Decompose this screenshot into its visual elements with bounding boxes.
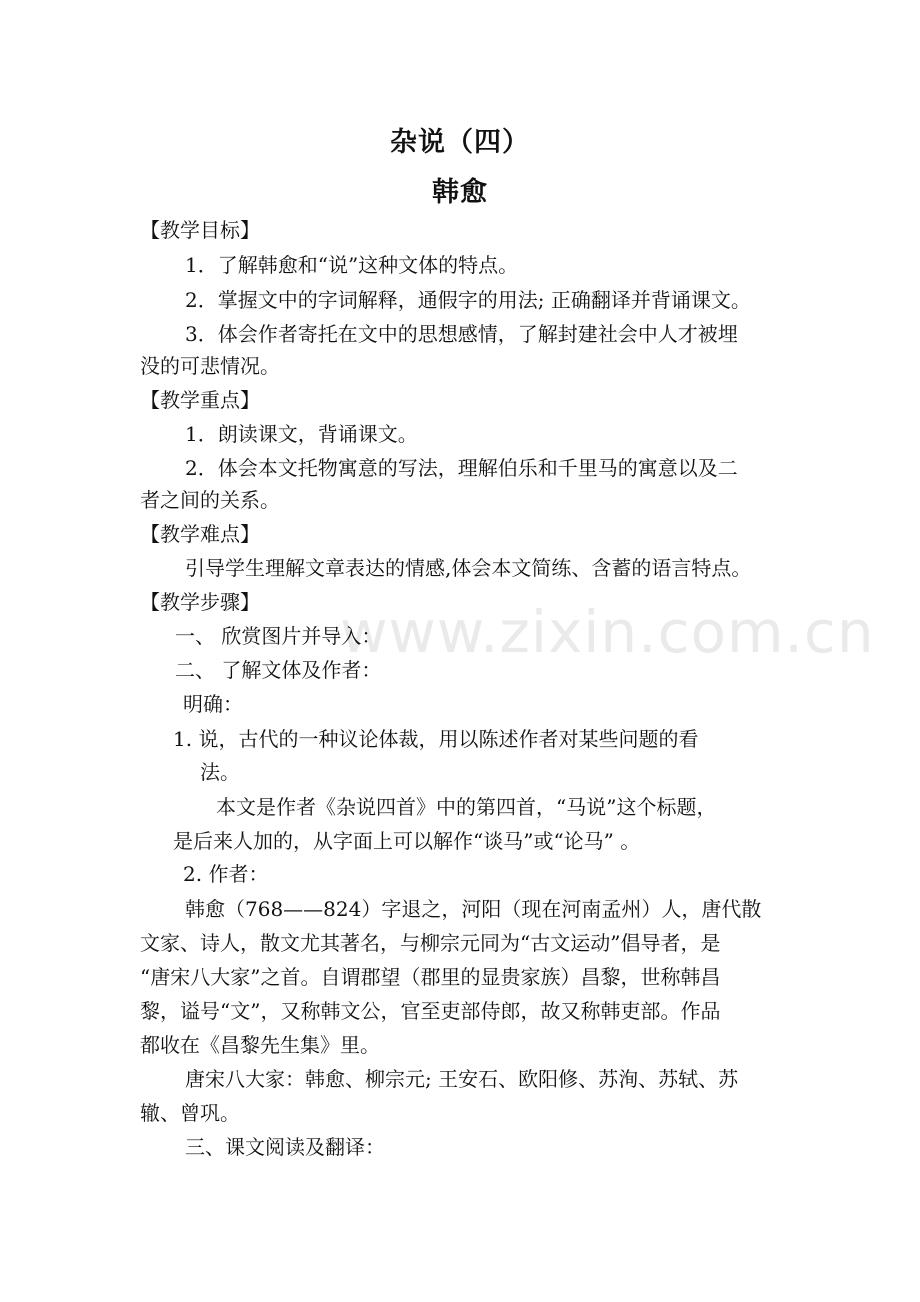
objective-item-2: 2．掌握文中的字词解释，通假字的用法; 正确翻译并背诵课文。	[185, 288, 751, 312]
document-title: 杂说（四）	[390, 127, 530, 158]
genre-paragraph-line-2: 是后来人加的，从字面上可以解作“谈马”或“论马” 。	[173, 829, 641, 853]
section-heading-difficulties: 【教学难点】	[140, 522, 260, 546]
author-paragraph-line-2: 文家、诗人，散文尤其著名，与柳宗元同为“古文运动”倡导者，是	[140, 931, 721, 955]
step-2: 二、 了解文体及作者：	[175, 658, 382, 682]
author-paragraph-line-4: 黎，谥号“文”，又称韩文公，官至吏部侍郎，故又称韩吏部。作品	[140, 999, 721, 1023]
genre-item-1-cont: 法。	[200, 760, 240, 784]
section-heading-objectives: 【教学目标】	[140, 218, 260, 242]
step-1: 一、 欣赏图片并导入：	[175, 624, 382, 648]
key-point-item-2-cont: 者之间的关系。	[140, 488, 280, 512]
objective-item-3: 3．体会作者寄托在文中的思想感情，了解封建社会中人才被埋	[185, 322, 738, 346]
document-author: 韩愈	[432, 177, 488, 208]
eight-masters-line-1: 唐宋八大家：韩愈、柳宗元; 王安石、欧阳修、苏洵、苏轼、苏	[185, 1067, 739, 1091]
author-paragraph-line-3: “唐宋八大家”之首。自谓郡望（郡里的显贵家族）昌黎，世称韩昌	[140, 965, 721, 989]
section-heading-key-points: 【教学重点】	[140, 388, 260, 412]
section-heading-steps: 【教学步骤】	[140, 590, 260, 614]
eight-masters-line-2: 辙、曾巩。	[140, 1101, 240, 1125]
key-point-item-2: 2．体会本文托物寓意的写法，理解伯乐和千里马的寓意以及二	[185, 456, 738, 480]
difficulty-text: 引导学生理解文章表达的情感,体会本文简练、含蓄的语言特点。	[185, 556, 752, 580]
clarify-label: 明确：	[183, 692, 243, 716]
key-point-item-1: 1．朗读课文，背诵课文。	[185, 422, 418, 446]
author-label: 2. 作者：	[183, 862, 269, 886]
author-paragraph-line-5: 都收在《昌黎先生集》里。	[140, 1033, 380, 1057]
step-3: 三、课文阅读及翻译：	[185, 1135, 385, 1159]
objective-item-3-cont: 没的可悲情况。	[140, 354, 280, 378]
genre-item-1: 1. 说，古代的一种议论体裁，用以陈述作者对某些问题的看	[173, 727, 699, 751]
objective-item-1: 1．了解韩愈和“说”这种文体的特点。	[185, 253, 519, 277]
genre-paragraph-line-1: 本文是作者《杂说四首》中的第四首，“马说”这个标题，	[216, 795, 717, 819]
author-paragraph-line-1: 韩愈（768——824）字退之，河阳（现在河南孟州）人，唐代散	[185, 897, 762, 921]
watermark: www.zixin.com.cn	[340, 598, 875, 666]
